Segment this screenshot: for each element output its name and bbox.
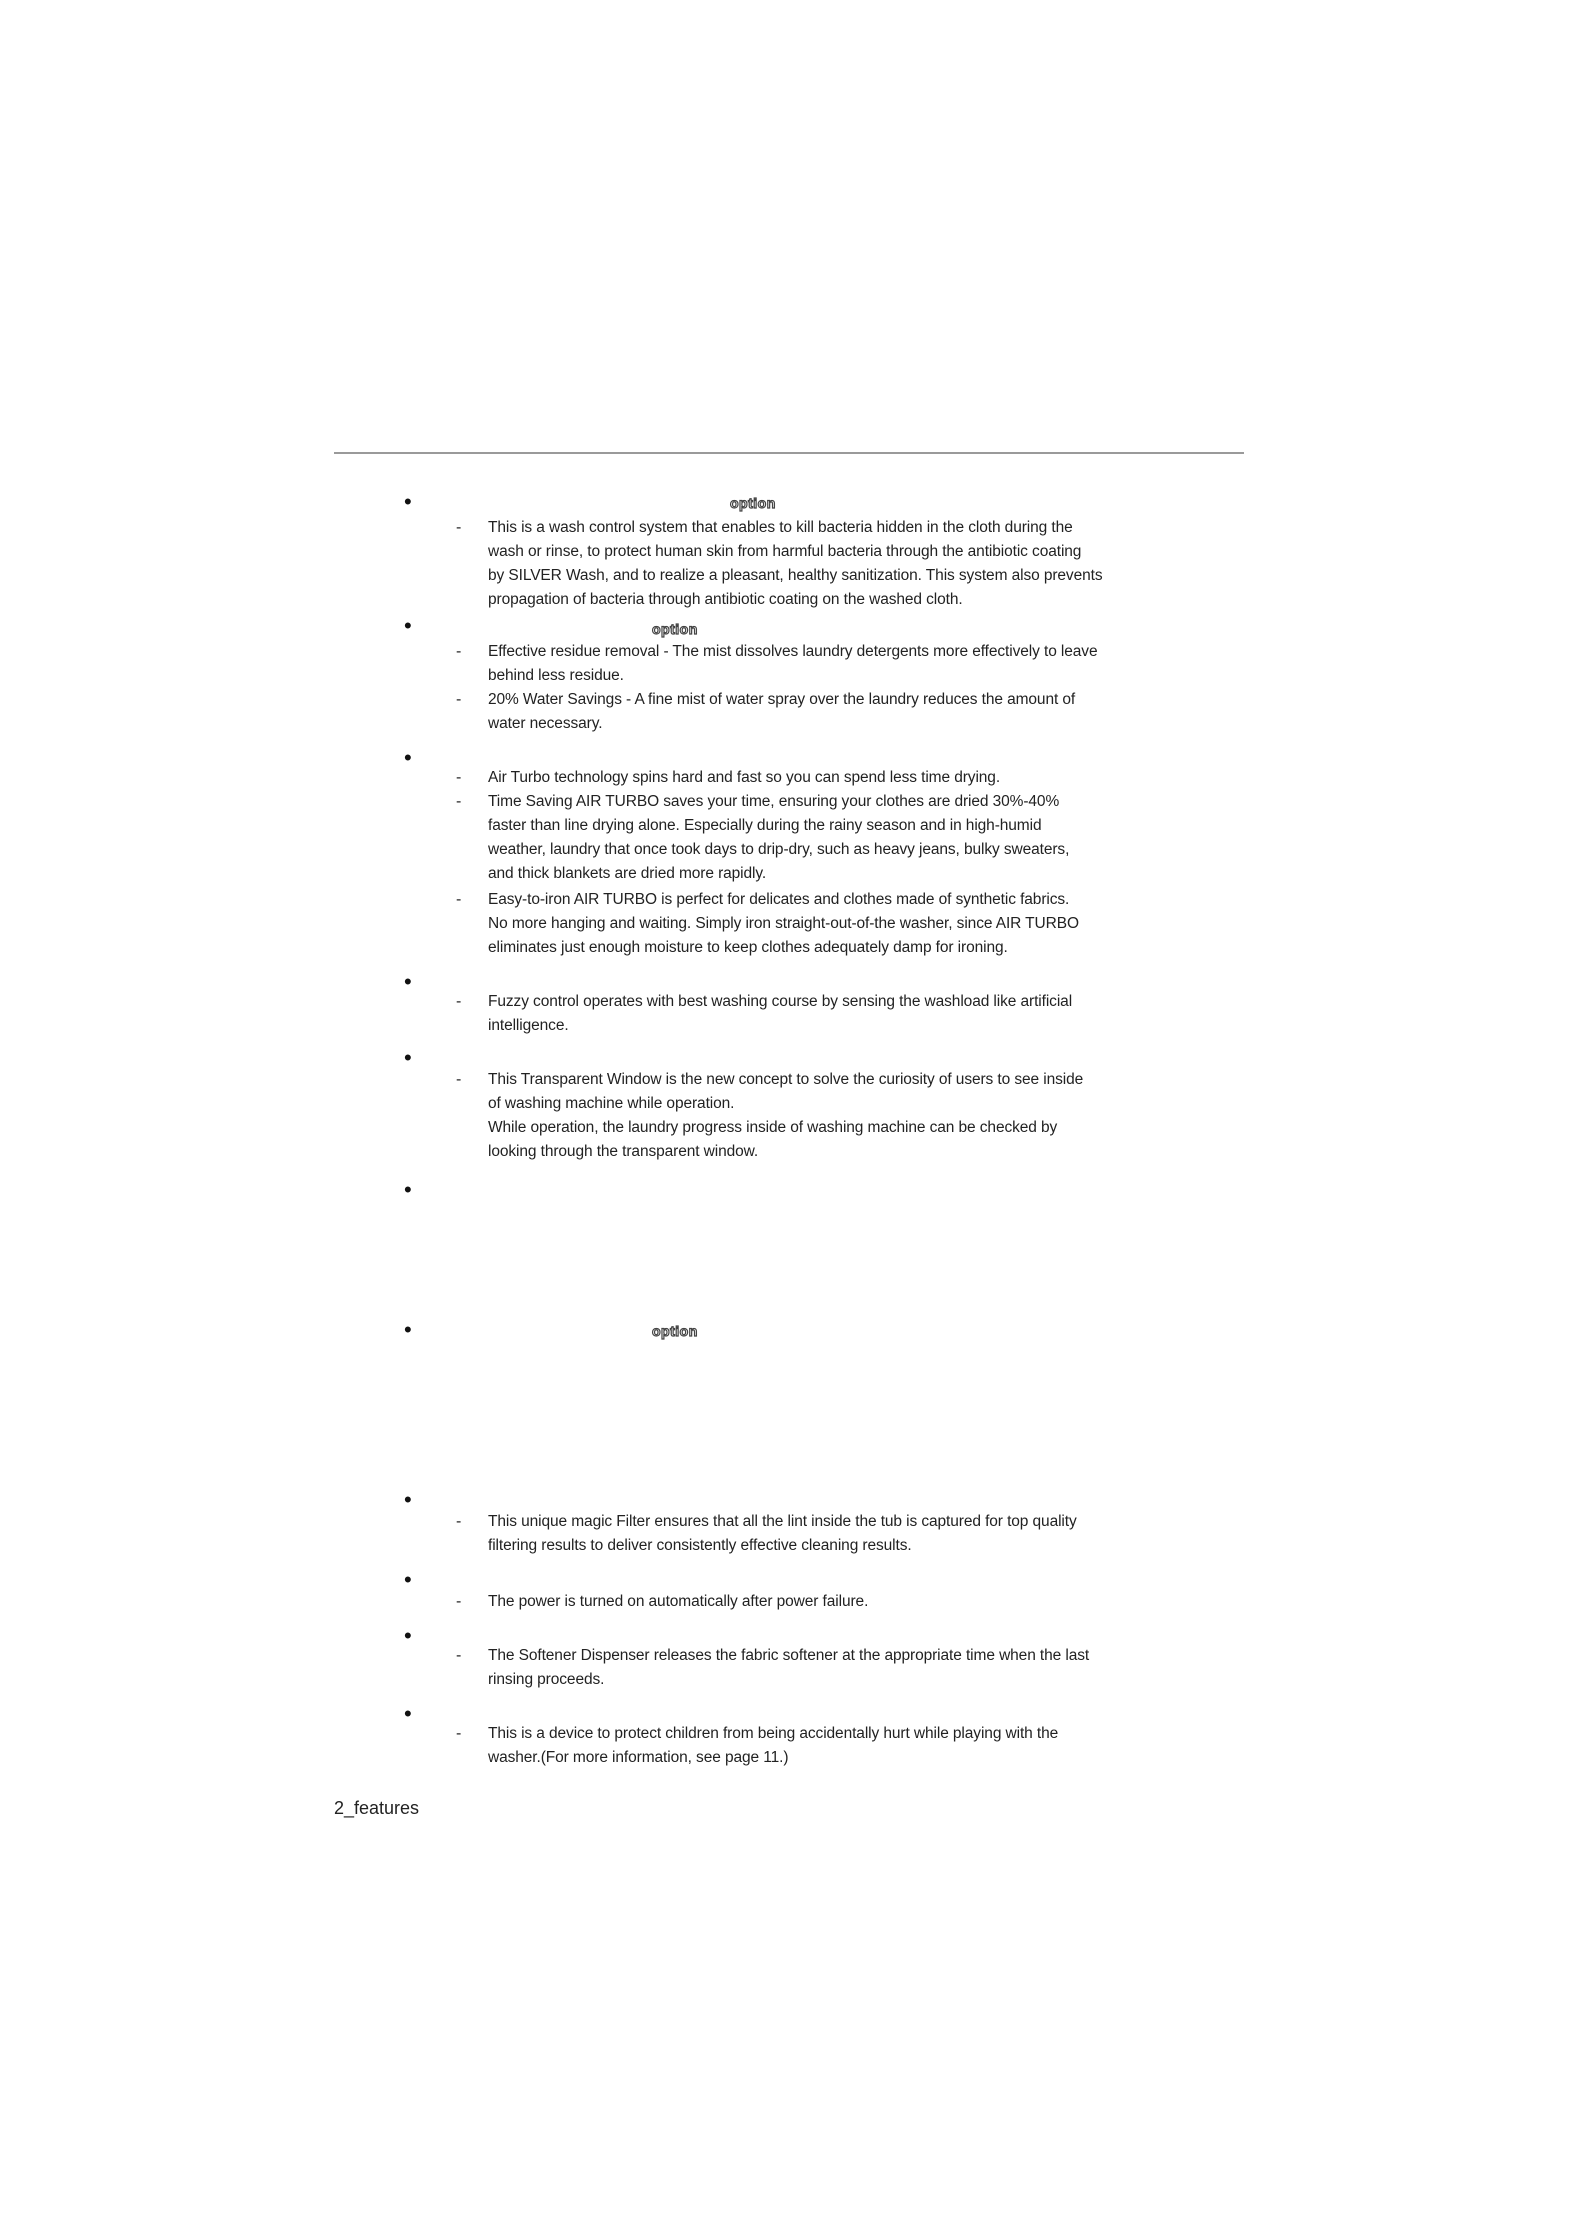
point-dash: - (456, 993, 462, 1010)
feature-bullet (404, 972, 418, 992)
feature-point: Time Saving AIR TURBO saves your time, ensuring your clothes are dried 30%-40% faster than line drying alone. Especially during the rainy season and in high-humid weather, laundry that once took days to drip-dry, such as heavy jeans, bulky sweaters, and thick blankets are dried more rapidly. (488, 793, 1070, 882)
point-dash: - (456, 519, 462, 536)
point-dash: - (456, 691, 462, 708)
page-label: 2_features (334, 1798, 420, 1818)
feature-point: This Transparent Window is the new concept to solve the curiosity of users to see inside of washing machine while operation. While operation, the laundry progress inside of washing machine can be checked by looking through the transparent window. (488, 1071, 1084, 1160)
feature-point: This is a wash control system that enables to kill bacteria hidden in the cloth during the wash or rinse, to protect human skin from harmful bacteria through the antibiotic coating by SILVER Wash, and to realize a pleasant, healthy sanitization. This system also prevents propagation of bacteria through antibiotic coating on the washed cloth. (488, 519, 1103, 608)
feature-bullet (404, 1048, 418, 1068)
feature-bullet (404, 1704, 418, 1724)
feature-bullet (404, 1570, 418, 1590)
feature-bullet (404, 1320, 418, 1340)
feature-point: Air Turbo technology spins hard and fast so you can spend less time drying. (488, 769, 1001, 786)
feature-point: 20% Water Savings - A fine mist of water spray over the laundry reduces the amount of water necessary. (488, 691, 1076, 732)
point-dash: - (456, 891, 462, 908)
point-dash: - (456, 1647, 462, 1664)
point-dash: - (456, 1725, 462, 1742)
point-dash: - (456, 1071, 462, 1088)
feature-point: This is a device to protect children from being accidentally hurt while playing with the washer.(For more information, see page 11.) (488, 1725, 1059, 1766)
feature-point: Easy-to-iron AIR TURBO is perfect for delicates and clothes made of synthetic fabrics. No more hanging and waiting. Simply iron straight-out-of-the washer, since AIR TURBO eliminates just enough moisture to keep clothes adequately damp for ironing. (488, 891, 1079, 956)
point-dash: - (456, 643, 462, 660)
feature-point: Fuzzy control operates with best washing course by sensing the washload like artificial intelligence. (488, 993, 1073, 1034)
point-dash: - (456, 769, 462, 786)
feature-bullet (404, 748, 418, 768)
option-badge: option (652, 621, 698, 637)
point-dash: - (456, 1593, 462, 1610)
header-rule (334, 452, 1244, 454)
option-badge: option (652, 1323, 698, 1339)
feature-point: This unique magic Filter ensures that all the lint inside the tub is captured for top quality filtering results to deliver consistently effective cleaning results. (488, 1513, 1077, 1554)
feature-point: The power is turned on automatically after power failure. (488, 1593, 869, 1610)
point-dash: - (456, 793, 462, 810)
feature-point: The Softener Dispenser releases the fabric softener at the appropriate time when the last rinsing proceeds. (488, 1647, 1090, 1688)
option-badge: option (730, 495, 776, 511)
point-dash: - (456, 1513, 462, 1530)
feature-bullet (404, 1626, 418, 1646)
feature-bullet (404, 1180, 418, 1200)
feature-bullet (404, 492, 418, 512)
feature-bullet (404, 1490, 418, 1510)
feature-point: Effective residue removal - The mist dissolves laundry detergents more effectively to leave behind less residue. (488, 643, 1098, 684)
feature-bullet (404, 616, 418, 636)
